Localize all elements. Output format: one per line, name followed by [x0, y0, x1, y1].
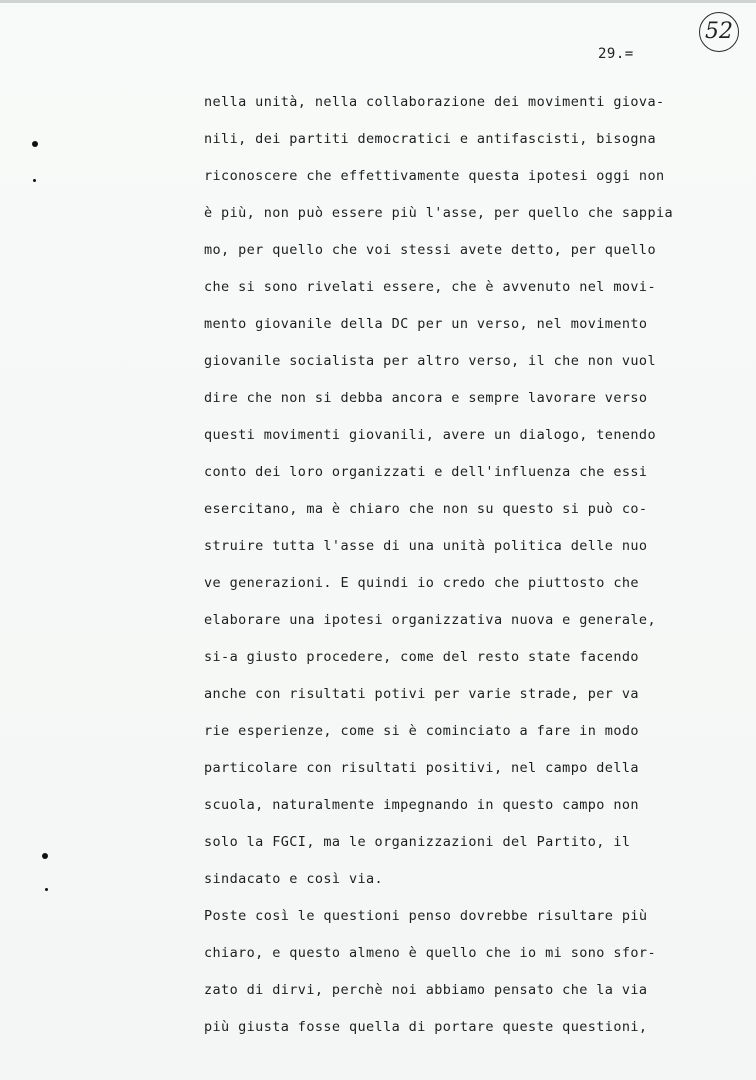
page-number: 29.= — [598, 46, 634, 62]
text-line: Poste così le questioni penso dovrebbe risultare più — [204, 908, 648, 924]
text-line: riconoscere che effettivamente questa ipotesi oggi non — [204, 168, 665, 184]
text-line: ve generazioni. E quindi io credo che piuttosto che — [204, 575, 639, 591]
text-line: particolare con risultati positivi, nel campo della — [204, 760, 639, 776]
text-line: mo, per quello che voi stessi avete detto, per quello — [204, 242, 656, 258]
punch-mark-bottom — [42, 853, 48, 859]
text-line: nili, dei partiti democratici e antifascisti, bisogna — [204, 131, 656, 147]
text-line: è più, non può essere più l'asse, per quello che sappia — [204, 205, 674, 221]
text-line: rie esperienze, come si è cominciato a fare in modo — [204, 723, 639, 739]
text-line: elaborare una ipotesi organizzativa nuova e generale, — [204, 612, 656, 628]
archive-number-stamp: 52 — [699, 12, 739, 52]
text-line: solo la FGCI, ma le organizzazioni del Partito, il — [204, 834, 631, 850]
text-line: più giusta fosse quella di portare queste questioni, — [204, 1019, 648, 1035]
text-line: zato di dirvi, perchè noi abbiamo pensato che la via — [204, 982, 648, 998]
text-line: giovanile socialista per altro verso, il che non vuol — [204, 353, 656, 369]
text-line: struire tutta l'asse di una unità politica delle nuo — [204, 538, 648, 554]
punch-mark-top-small — [33, 179, 36, 182]
text-line: si-a giusto procedere, come del resto state facendo — [204, 649, 639, 665]
text-line: chiaro, e questo almeno è quello che io mi sono sfor- — [204, 945, 656, 961]
text-line: nella unità, nella collaborazione dei movimenti giova- — [204, 94, 665, 110]
text-line: esercitano, ma è chiaro che non su questo si può co- — [204, 501, 648, 517]
punch-mark-bottom-small — [45, 888, 48, 891]
punch-mark-top — [32, 141, 38, 147]
text-line: anche con risultati potivi per varie strade, per va — [204, 686, 639, 702]
text-line: dire che non si debba ancora e sempre lavorare verso — [204, 390, 648, 406]
body-text — [204, 91, 704, 1053]
text-line: mento giovanile della DC per un verso, nel movimento — [204, 316, 648, 332]
page-edge — [0, 0, 756, 3]
text-line: questi movimenti giovanili, avere un dialogo, tenendo — [204, 427, 656, 443]
text-line: scuola, naturalmente impegnando in questo campo non — [204, 797, 639, 813]
text-line: che si sono rivelati essere, che è avvenuto nel movi- — [204, 279, 656, 295]
text-line: conto dei loro organizzati e dell'influenza che essi — [204, 464, 648, 480]
text-line: sindacato e così via. — [204, 871, 384, 887]
